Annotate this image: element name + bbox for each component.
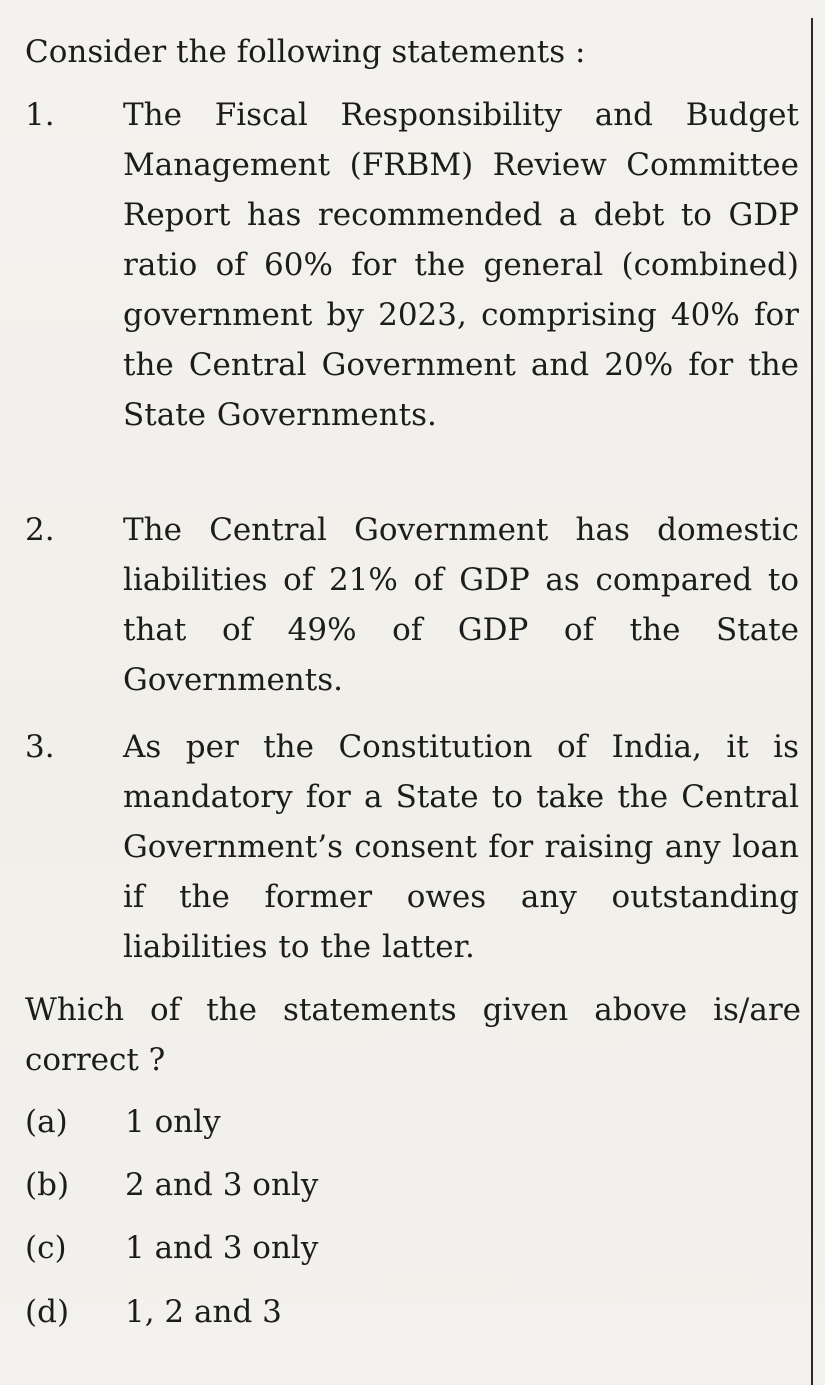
answer-option-b[interactable]	[25, 1165, 725, 1205]
option-text: 1 and 3 only	[125, 1230, 319, 1266]
question-intro: Consider the following statements :	[25, 34, 586, 70]
option-letter: (c)	[25, 1230, 67, 1266]
option-letter: (a)	[25, 1104, 68, 1140]
statement-3	[25, 722, 801, 972]
statement-2	[25, 505, 801, 705]
answer-option-c[interactable]	[25, 1228, 725, 1268]
answer-option-a[interactable]	[25, 1102, 725, 1142]
statement-number: 1.	[25, 97, 55, 133]
option-letter: (d)	[25, 1294, 70, 1330]
statement-number: 2.	[25, 512, 55, 548]
statement-1	[25, 90, 801, 440]
option-letter: (b)	[25, 1167, 70, 1203]
statement-text: As per the Constitution of India, it is mandatory for a State to take the Central Government’s consent for raising any loan if the former owes any outstanding liabilities to the latter.	[123, 729, 799, 965]
option-text: 1 only	[125, 1104, 221, 1140]
option-text: 1, 2 and 3	[125, 1294, 282, 1330]
column-divider	[811, 18, 813, 1385]
statement-text: The Central Government has domestic liabilities of 21% of GDP as compared to that of 49% of GDP of the State Governments.	[123, 512, 799, 698]
statement-text: The Fiscal Responsibility and Budget Management (FRBM) Review Committee Report has recommended a debt to GDP ratio of 60% for the general (combined) government by 2023, comprising 40% for the Central Government and 20% for the State Governments.	[123, 97, 799, 433]
question-prompt: Which of the statements given above is/are correct ?	[25, 992, 801, 1078]
option-text: 2 and 3 only	[125, 1167, 319, 1203]
answer-option-d[interactable]	[25, 1292, 725, 1332]
statement-number: 3.	[25, 729, 55, 765]
